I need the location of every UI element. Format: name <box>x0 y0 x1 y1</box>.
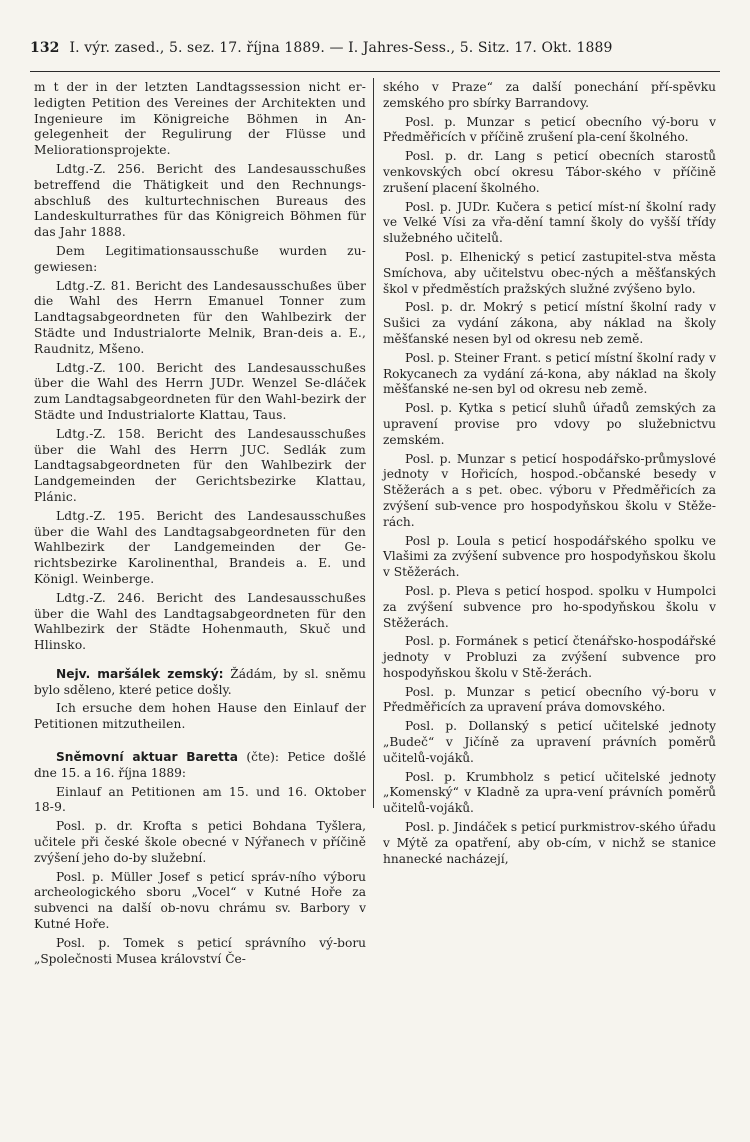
petition-item: Posl. p. Munzar s peticí obecního vý-boru v Předměřicích v příčině zrušení pla-cení školného. <box>383 114 716 145</box>
petition-item: Posl. p. JUDr. Kučera s peticí míst-ní školní rady ve Velké Vísi za vřa-dění tamní školy do vyšší třídy služebného učitelů. <box>383 199 716 246</box>
right-column <box>383 80 716 870</box>
page-header <box>30 40 720 68</box>
petition-item: Posl. p. Tomek s peticí správního vý-boru „Společnosti Musea království Če- <box>34 935 366 966</box>
actuary-name: Sněmovní aktuar Baretta <box>56 750 238 765</box>
paragraph: Ldtg.-Z. 158. Bericht des Landesausschußes über die Wahl des Herrn JUC. Sedlák zum Landtagsabgeordneten für den Wahlbezirk der Landgemeinden der Gerichtsbezirke Klattau, Plánic. <box>34 426 366 504</box>
paragraph: Dem Legitimationsausschuße wurden zu-gewiesen: <box>34 243 366 274</box>
actuary-paragraph <box>34 750 366 782</box>
page-number: 132 <box>30 40 60 56</box>
petition-item: Posl. p. Elhenický s peticí zastupitel-stva města Smíchova, aby učitelstvu obec-ných a měšťanských škol v předměstích pražských služné zvýšeno bylo. <box>383 249 716 296</box>
column-divider <box>373 78 374 808</box>
paragraph: Ldtg.-Z. 81. Bericht des Landesausschußes über die Wahl des Herrn Emanuel Tonner zum Landtagsabgeordneten für den Wahlbezirk der Städte und Industrialorte Melnik, Bran-deis a. E., Raudnitz, Mšeno. <box>34 278 366 356</box>
petition-item: Posl. p. Munzar s peticí obecního vý-boru v Předměřicích za upravení práva domovského. <box>383 684 716 715</box>
petition-item: Posl. p. Krumbholz s peticí učitelské jednoty „Komenský“ v Kladně za upra-vení právních poměrů učitelů-vojáků. <box>383 769 716 816</box>
speaker-german-text: Ich ersuche dem hohen Hause den Einlauf der Petitionen mitzutheilen. <box>34 701 366 732</box>
actuary-german-text: Einlauf an Petitionen am 15. und 16. Oktober 18-9. <box>34 784 366 815</box>
actuary-text: (čte): Petice došlé dne 15. a 16. října 1889: <box>34 750 366 780</box>
petition-item: Posl p. Loula s peticí hospodářského spolku ve Vlašimi za zvýšení subvence pro hospodyňskou školu v Stěžerách. <box>383 533 716 580</box>
paragraph: Ldtg.-Z. 246. Bericht des Landesausschußes über die Wahl des Landtagsabgeordneten für den Wahlbezirk der Städte Hohenmauth, Skuč und Hlinsko. <box>34 590 366 653</box>
petition-item: Posl. p. Munzar s peticí hospodářsko-průmyslové jednoty v Hořicích, hospod.-občanské besedy v Stěžerách a s pet. obec. výboru v Předměřicích za zvýšení sub-vence pro hospodyňskou školu v Stěže-rách. <box>383 451 716 529</box>
petition-item: Posl. p. Formánek s peticí čtenářsko-hospodářské jednoty v Probluzi za zvýšení subvence pro hospodyňskou školu v Stě-žerách. <box>383 634 716 680</box>
paragraph: Ldtg.-Z. 256. Bericht des Landesausschußes betreffend die Thätigkeit und den Rechnungs-abschluß des kulturtechnischen Bureaus des Landeskulturrathes für das Königreich Böhmen für das Jahr 1888. <box>34 161 366 240</box>
petition-item: Posl. p. Jindáček s peticí purkmistrov-ského úřadu v Mýtě za opatření, aby ob-cím, v nichž se stanice hnanecké nacházejí, <box>383 820 716 866</box>
petition-item: Posl. p. Müller Josef s peticí správ-ního výboru archeologického sboru „Vocel“ v Kutné Hoře za subvenci na další ob-novu chrámu sv. Barbory v Kutné Hoře. <box>34 869 366 932</box>
paragraph: m t der in der letzten Landtagssession nicht er-ledigten Petition des Vereines der Architekten und Ingenieure im Königreiche Böhmen in An-gelegenheit der Regulirung der Flüsse und Meliorationsprojekte. <box>34 80 366 158</box>
speaker-czech-text: Žádám, by sl. sněmu bylo sděleno, které petice došly. <box>34 666 367 697</box>
paragraph: Ldtg.-Z. 100. Bericht des Landesausschußes über die Wahl des Herrn JUDr. Wenzel Se-dláček zum Landtagsabgeordneten für den Wahl-bezirk der Städte und Industrialorte Klattau, Taus. <box>34 360 366 422</box>
petition-item: Posl. p. Kytka s peticí sluhů úřadů zemských za upravení provise pro vdovy po služebnictvu zemském. <box>383 401 716 447</box>
speaker-name: Nejv. maršálek zemský: <box>56 666 224 681</box>
petition-item: Posl. p. Dollanský s peticí učitelské jednoty „Budeč“ v Jičíně za upravení právních poměrů učitelů-vojáků. <box>383 719 716 765</box>
petition-item: Posl. p. dr. Mokrý s peticí místní školní rady v Sušici za vydání zákona, aby náklad na školy měšťanské nesen byl od okresu neb země. <box>383 300 716 346</box>
petition-item: Posl. p. Steiner Frant. s peticí místní školní rady v Rokycanech za vydání zá-kona, aby náklad na školy měšťanské ne-sen byl od okresu neb země. <box>383 350 716 397</box>
paragraph: Ldtg.-Z. 195. Bericht des Landesausschußes über die Wahl des Landtagsabgeordneten für den Wahlbezirk der Landgemeinden der Ge-richtsbezirke Karolinenthal, Brandeis a. E. und Königl. Weinberge. <box>34 508 366 586</box>
petition-item: Posl. p. dr. Krofta s petici Bohdana Tyšlera, učitele při české škole obecné v Nýřanech v příčině zvýšení jeho do-by služební. <box>34 819 366 865</box>
petition-item: Posl. p. dr. Lang s peticí obecních starostů venkovských obcí okresu Tábor-ského v příčině zrušení placení školného. <box>383 149 716 195</box>
petition-item: ského v Praze“ za další ponechání pří-spěvku zemského pro sbírky Barrandovy. <box>383 80 716 110</box>
running-title: I. výr. zased., 5. sez. 17. října 1889. — I. Jahres-Sess., 5. Sitz. 17. Okt. 1889 <box>69 40 613 56</box>
left-column <box>34 80 366 970</box>
petition-item: Posl. p. Pleva s peticí hospod. spolku v Humpolci za zvýšení subvence pro ho-spodyňskou školu v Stěžerách. <box>383 583 716 630</box>
header-rule <box>30 71 720 72</box>
speaker-paragraph <box>34 667 366 699</box>
